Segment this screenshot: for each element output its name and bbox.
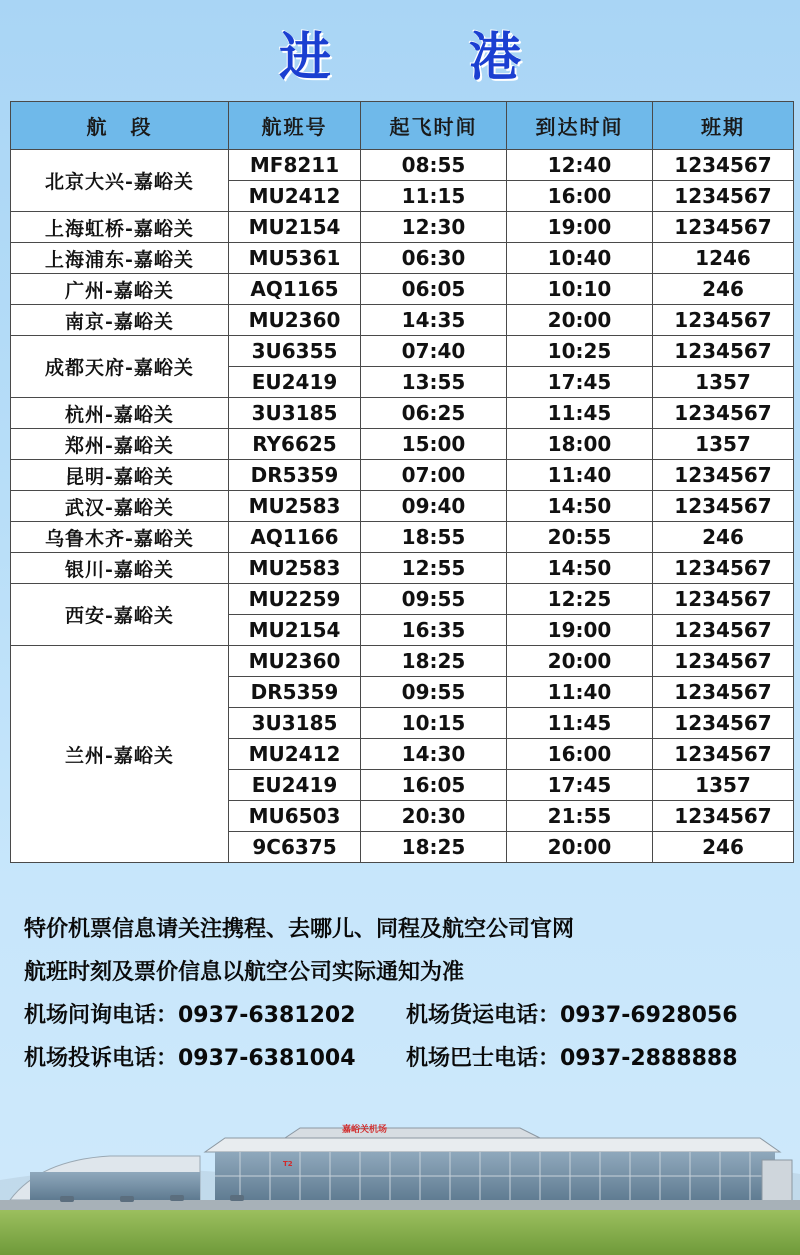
arrival-time-cell: 19:00 — [507, 615, 653, 646]
header-flight-no: 航班号 — [229, 102, 361, 150]
departure-time-cell: 09:40 — [361, 491, 507, 522]
schedule-days-cell: 1234567 — [653, 801, 794, 832]
arrival-time-cell: 10:10 — [507, 274, 653, 305]
complaint-phone: 机场投诉电话：0937-6381004 — [24, 1046, 356, 1071]
departure-time-cell: 06:30 — [361, 243, 507, 274]
table-header-row — [11, 102, 794, 150]
arrival-time-cell: 18:00 — [507, 429, 653, 460]
schedule-days-cell: 1234567 — [653, 398, 794, 429]
table-row — [11, 336, 794, 367]
flight-number-cell: MU2412 — [229, 181, 361, 212]
table-row — [11, 150, 794, 181]
arrival-time-cell: 10:25 — [507, 336, 653, 367]
flight-number-cell: AQ1166 — [229, 522, 361, 553]
schedule-days-cell: 1234567 — [653, 460, 794, 491]
flight-number-cell: MU2412 — [229, 739, 361, 770]
arrival-time-cell: 16:00 — [507, 739, 653, 770]
departure-time-cell: 09:55 — [361, 584, 507, 615]
flight-number-cell: DR5359 — [229, 460, 361, 491]
flight-number-cell: MU2259 — [229, 584, 361, 615]
schedule-days-cell: 1234567 — [653, 491, 794, 522]
flight-number-cell: MU2360 — [229, 305, 361, 336]
header-departure: 起飞时间 — [361, 102, 507, 150]
phone-row-1 — [24, 994, 784, 1037]
departure-time-cell: 07:40 — [361, 336, 507, 367]
arrival-time-cell: 16:00 — [507, 181, 653, 212]
flight-number-cell: 9C6375 — [229, 832, 361, 863]
departure-time-cell: 09:55 — [361, 677, 507, 708]
schedule-days-cell: 246 — [653, 274, 794, 305]
schedule-days-cell: 1234567 — [653, 553, 794, 584]
table-row — [11, 646, 794, 677]
schedule-days-cell: 1234567 — [653, 739, 794, 770]
route-cell: 杭州-嘉峪关 — [11, 398, 229, 429]
flight-number-cell: RY6625 — [229, 429, 361, 460]
departure-time-cell: 16:35 — [361, 615, 507, 646]
header-arrival: 到达时间 — [507, 102, 653, 150]
arrival-time-cell: 11:45 — [507, 708, 653, 739]
info-panel — [24, 908, 784, 1080]
schedule-days-cell: 1357 — [653, 770, 794, 801]
schedule-days-cell: 246 — [653, 832, 794, 863]
table-row — [11, 584, 794, 615]
route-cell: 昆明-嘉峪关 — [11, 460, 229, 491]
table-row — [11, 305, 794, 336]
flight-number-cell: MU5361 — [229, 243, 361, 274]
table-row — [11, 553, 794, 584]
arrival-time-cell: 17:45 — [507, 770, 653, 801]
flight-number-cell: MU2154 — [229, 615, 361, 646]
notice-ticket-info: 特价机票信息请关注携程、去哪儿、同程及航空公司官网 — [24, 917, 575, 942]
departure-time-cell: 06:25 — [361, 398, 507, 429]
flight-number-cell: AQ1165 — [229, 274, 361, 305]
arrivals-table — [10, 101, 794, 863]
arrival-time-cell: 20:00 — [507, 832, 653, 863]
schedule-days-cell: 1234567 — [653, 615, 794, 646]
inquiry-phone: 机场问询电话：0937-6381202 — [24, 1003, 356, 1028]
flight-number-cell: MU2154 — [229, 212, 361, 243]
schedule-days-cell: 1246 — [653, 243, 794, 274]
flight-number-cell: DR5359 — [229, 677, 361, 708]
table-row — [11, 460, 794, 491]
table-row — [11, 491, 794, 522]
arrival-time-cell: 20:00 — [507, 646, 653, 677]
departure-time-cell: 14:35 — [361, 305, 507, 336]
arrival-time-cell: 17:45 — [507, 367, 653, 398]
arrival-time-cell: 21:55 — [507, 801, 653, 832]
arrival-time-cell: 11:40 — [507, 460, 653, 491]
arrival-time-cell: 20:00 — [507, 305, 653, 336]
route-cell: 北京大兴-嘉峪关 — [11, 150, 229, 212]
airport-sign: 嘉峪关机场 — [342, 1125, 388, 1135]
departure-time-cell: 14:30 — [361, 739, 507, 770]
terminal-label: T2 — [283, 1160, 293, 1168]
departure-time-cell: 18:55 — [361, 522, 507, 553]
arrival-time-cell: 11:45 — [507, 398, 653, 429]
table-row — [11, 243, 794, 274]
flight-number-cell: 3U6355 — [229, 336, 361, 367]
flight-number-cell: EU2419 — [229, 367, 361, 398]
route-cell: 广州-嘉峪关 — [11, 274, 229, 305]
arrival-time-cell: 12:25 — [507, 584, 653, 615]
schedule-days-cell: 1234567 — [653, 181, 794, 212]
schedule-days-cell: 1234567 — [653, 708, 794, 739]
arrival-time-cell: 14:50 — [507, 553, 653, 584]
route-cell: 武汉-嘉峪关 — [11, 491, 229, 522]
departure-time-cell: 10:15 — [361, 708, 507, 739]
departure-time-cell: 18:25 — [361, 646, 507, 677]
table-row — [11, 274, 794, 305]
schedule-days-cell: 1234567 — [653, 677, 794, 708]
table-row — [11, 212, 794, 243]
departure-time-cell: 16:05 — [361, 770, 507, 801]
route-cell: 西安-嘉峪关 — [11, 584, 229, 646]
schedule-days-cell: 246 — [653, 522, 794, 553]
table-body — [11, 150, 794, 863]
cargo-phone: 机场货运电话：0937-6928056 — [406, 1003, 738, 1028]
arrival-time-cell: 11:40 — [507, 677, 653, 708]
arrival-time-cell: 19:00 — [507, 212, 653, 243]
arrival-time-cell: 10:40 — [507, 243, 653, 274]
arrival-time-cell: 14:50 — [507, 491, 653, 522]
schedule-days-cell: 1234567 — [653, 305, 794, 336]
schedule-days-cell: 1234567 — [653, 584, 794, 615]
schedule-days-cell: 1234567 — [653, 150, 794, 181]
schedule-days-cell: 1234567 — [653, 646, 794, 677]
departure-time-cell: 13:55 — [361, 367, 507, 398]
route-cell: 兰州-嘉峪关 — [11, 646, 229, 863]
flight-number-cell: 3U3185 — [229, 708, 361, 739]
route-cell: 上海浦东-嘉峪关 — [11, 243, 229, 274]
bus-phone: 机场巴士电话：0937-2888888 — [406, 1046, 738, 1071]
departure-time-cell: 08:55 — [361, 150, 507, 181]
route-cell: 南京-嘉峪关 — [11, 305, 229, 336]
flight-number-cell: MU6503 — [229, 801, 361, 832]
schedule-days-cell: 1234567 — [653, 336, 794, 367]
phone-row-2 — [24, 1037, 784, 1080]
route-cell: 银川-嘉峪关 — [11, 553, 229, 584]
flight-number-cell: MU2360 — [229, 646, 361, 677]
schedule-days-cell: 1357 — [653, 429, 794, 460]
route-cell: 郑州-嘉峪关 — [11, 429, 229, 460]
table-row — [11, 429, 794, 460]
table-row — [11, 398, 794, 429]
airport-terminal-illustration — [0, 1090, 800, 1255]
table-row — [11, 522, 794, 553]
departure-time-cell: 18:25 — [361, 832, 507, 863]
departure-time-cell: 20:30 — [361, 801, 507, 832]
schedule-days-cell: 1234567 — [653, 212, 794, 243]
schedule-days-cell: 1357 — [653, 367, 794, 398]
header-route: 航 段 — [11, 102, 229, 150]
arrival-time-cell: 20:55 — [507, 522, 653, 553]
departure-time-cell: 06:05 — [361, 274, 507, 305]
arrival-time-cell: 12:40 — [507, 150, 653, 181]
flight-number-cell: MU2583 — [229, 491, 361, 522]
notice-schedule: 航班时刻及票价信息以航空公司实际通知为准 — [24, 960, 465, 985]
departure-time-cell: 12:30 — [361, 212, 507, 243]
flight-number-cell: EU2419 — [229, 770, 361, 801]
route-cell: 上海虹桥-嘉峪关 — [11, 212, 229, 243]
departure-time-cell: 07:00 — [361, 460, 507, 491]
departure-time-cell: 15:00 — [361, 429, 507, 460]
route-cell: 乌鲁木齐-嘉峪关 — [11, 522, 229, 553]
flight-number-cell: 3U3185 — [229, 398, 361, 429]
header-schedule: 班期 — [653, 102, 794, 150]
flight-number-cell: MU2583 — [229, 553, 361, 584]
departure-time-cell: 12:55 — [361, 553, 507, 584]
route-cell: 成都天府-嘉峪关 — [11, 336, 229, 398]
page-title: 进 港 — [278, 27, 582, 88]
flight-number-cell: MF8211 — [229, 150, 361, 181]
departure-time-cell: 11:15 — [361, 181, 507, 212]
